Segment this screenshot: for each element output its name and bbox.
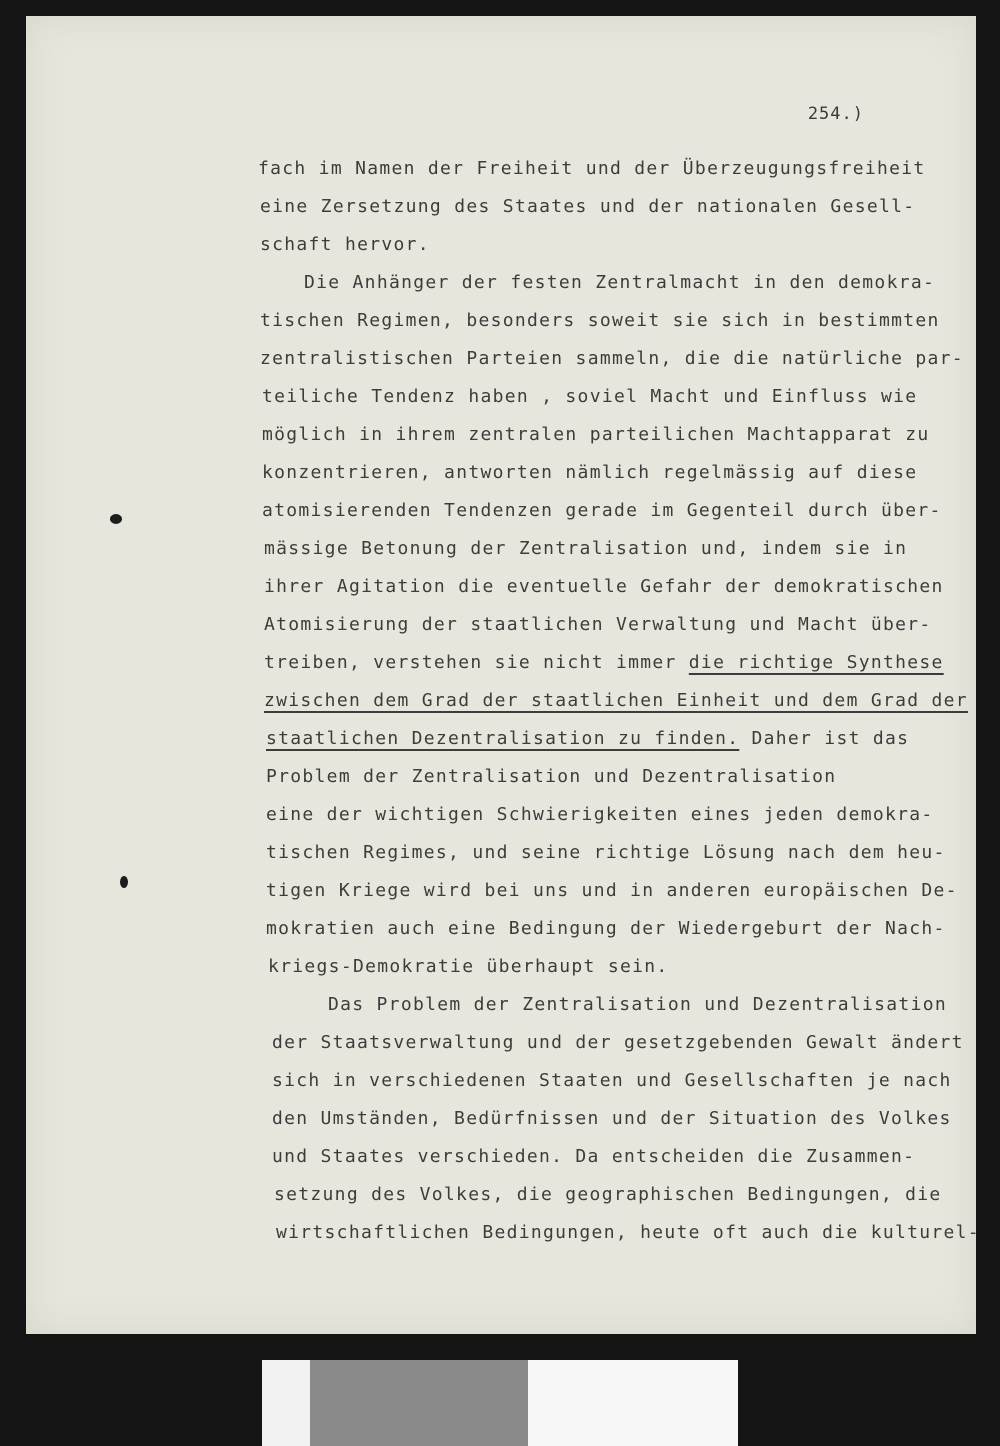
footer-strip-gray (310, 1360, 528, 1446)
text-line: zentralistischen Parteien sammeln, die die natürliche par- (260, 348, 964, 369)
underlined-line: zwischen dem Grad der staatlichen Einheit und dem Grad der (264, 690, 968, 711)
footer-strip-white (262, 1360, 310, 1446)
text-line: konzentrieren, antworten nämlich regelmässig auf diese (262, 462, 918, 483)
text-line: atomisierenden Tendenzen gerade im Gegenteil durch über- (262, 500, 942, 521)
underlined-phrase: staatlichen Dezentralisation zu finden. (266, 728, 740, 749)
text-segment: treiben, verstehen sie nicht immer (264, 652, 689, 673)
text-line: mokratien auch eine Bedingung der Wiedergeburt der Nach- (266, 918, 946, 939)
text-line: den Umständen, Bedürfnissen und der Situation des Volkes (272, 1108, 952, 1129)
text-line: eine der wichtigen Schwierigkeiten eines jeden demokra- (266, 804, 934, 825)
footer-strip-light (528, 1360, 738, 1446)
text-line: Die Anhänger der festen Zentralmacht in den demokra- (304, 272, 936, 293)
text-line: möglich in ihrem zentralen parteilichen Machtapparat zu (262, 424, 930, 445)
text-line: tischen Regimen, besonders soweit sie sich in bestimmten (260, 310, 940, 331)
text-line: fach im Namen der Freiheit und der Überzeugungsfreiheit (258, 158, 926, 179)
typed-page (26, 16, 980, 1334)
text-line: mässige Betonung der Zentralisation und, indem sie in (264, 538, 908, 559)
text-line: Problem der Zentralisation und Dezentralisation (266, 766, 837, 787)
text-line: sich in verschiedenen Staaten und Gesellschaften je nach (272, 1070, 952, 1091)
punch-hole-mark (110, 514, 122, 524)
text-line: und Staates verschieden. Da entscheiden die Zusammen- (272, 1146, 916, 1167)
typed-text-body (26, 16, 980, 1334)
text-line (264, 652, 944, 673)
text-line: tischen Regimes, und seine richtige Lösung nach dem heu- (266, 842, 946, 863)
text-line: tigen Kriege wird bei uns und in anderen europäischen De- (266, 880, 958, 901)
text-line: ihrer Agitation die eventuelle Gefahr der demokratischen (264, 576, 944, 597)
text-line: teiliche Tendenz haben , soviel Macht und Einfluss wie (262, 386, 918, 407)
text-line: Das Problem der Zentralisation und Dezentralisation (328, 994, 947, 1015)
text-line: schaft hervor. (260, 234, 430, 255)
punch-hole-mark (120, 876, 128, 888)
text-line: kriegs-Demokratie überhaupt sein. (268, 956, 669, 977)
text-line: Atomisierung der staatlichen Verwaltung und Macht über- (264, 614, 932, 635)
text-line: wirtschaftlichen Bedingungen, heute oft auch die kulturel- (276, 1222, 980, 1243)
text-line: setzung des Volkes, die geographischen Bedingungen, die (274, 1184, 942, 1205)
page-number: 254.) (807, 104, 864, 124)
text-line (266, 728, 909, 749)
text-segment: Daher ist das (739, 728, 910, 749)
text-line: eine Zersetzung des Staates und der nationalen Gesell- (260, 196, 916, 217)
underlined-phrase: die richtige Synthese (688, 652, 944, 673)
text-line: der Staatsverwaltung und der gesetzgebenden Gewalt ändert (272, 1032, 964, 1053)
